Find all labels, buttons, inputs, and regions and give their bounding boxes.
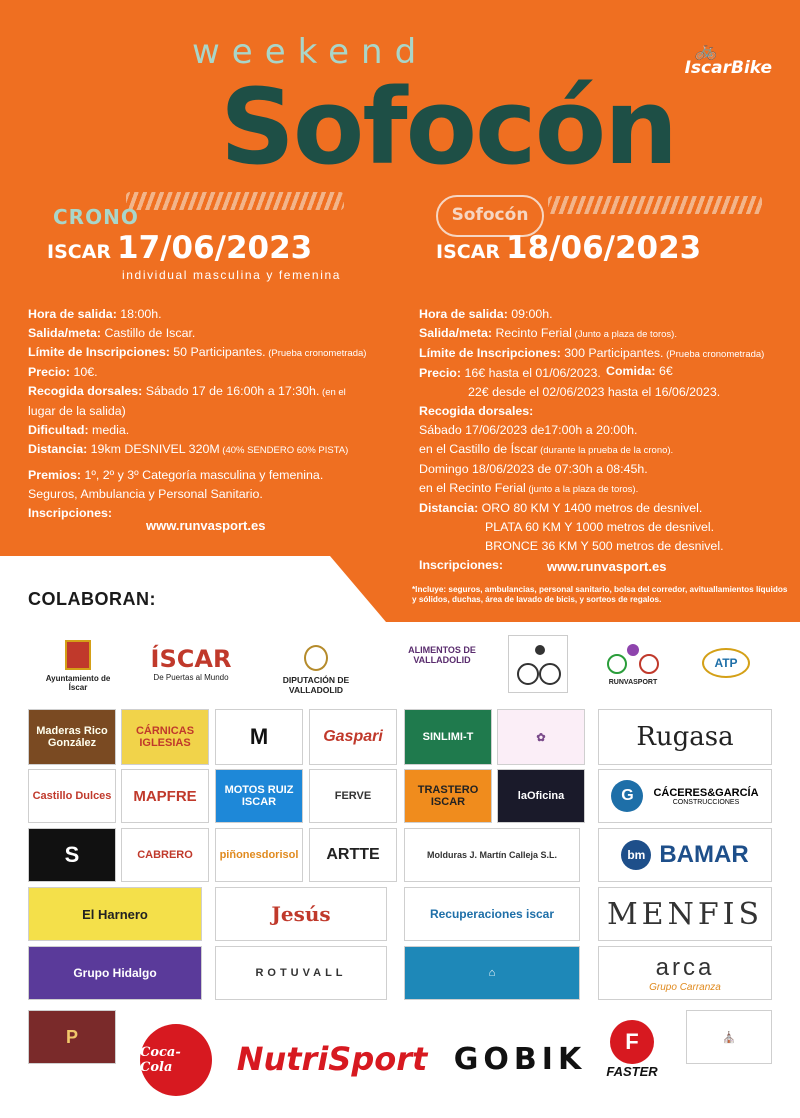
runvasport-logo: RUNVASPORT: [598, 640, 668, 686]
detail-row: en el Recinto Ferial (junto a la plaza de toros).: [419, 481, 639, 495]
iscarbike-text: IscarBike: [684, 58, 772, 78]
crono-date: 17/06/2023: [117, 230, 313, 266]
mcalleja-logo: Molduras J. Martín Calleja S.L.: [404, 828, 580, 882]
crono-url[interactable]: www.runvasport.es: [146, 518, 266, 533]
motos-logo: MOTOS RUIZ ISCAR: [215, 769, 303, 823]
coat-of-arms-icon: [65, 640, 91, 670]
bicycle-icon: 🚲: [694, 40, 718, 61]
detail-row: Domingo 18/06/2023 de 07:30h a 08:45h.: [419, 462, 648, 476]
menfis-logo: MENFIS: [598, 887, 772, 941]
crono-date-line: [47, 230, 312, 266]
detail-row: Hora de salida: 09:00h.: [419, 307, 553, 321]
detail-row: 22€ desde el 02/06/2023 hasta el 16/06/2023.: [468, 385, 721, 399]
cabrero-logo: CABRERO: [121, 828, 209, 882]
jesus-logo: Jesús: [215, 887, 387, 941]
flower-logo: [497, 709, 585, 765]
sofocon-date: 18/06/2023: [506, 230, 702, 266]
seal-icon: [304, 645, 328, 671]
m-logo: M: [215, 709, 303, 765]
detail-row: Inscripciones:: [28, 506, 113, 520]
atp-logo: ATP: [702, 648, 750, 678]
detail-row: Dificultad: media.: [28, 423, 130, 437]
church-icon: ⛪: [722, 1031, 736, 1044]
rugasa-logo: Rugasa: [598, 709, 772, 765]
photo-logo: [508, 635, 568, 693]
sofocon-comida: Comida: 6€: [606, 364, 673, 378]
castillo-logo: Castillo Dulces: [28, 769, 116, 823]
tire-track-right: [548, 196, 762, 214]
hidalgo-logo: Grupo Hidalgo: [28, 946, 202, 1000]
rotuvall-logo: ROTUVALL: [215, 946, 387, 1000]
caceres-logo: G CÁCERES&GARCÍA CONSTRUCCIONES: [598, 769, 772, 823]
alimentos-logo: ALIMENTOS DE VALLADOLID: [408, 645, 476, 665]
detail-row: Salida/meta: Recinto Ferial (Junto a plaza de toros).: [419, 326, 677, 340]
detail-row: Recogida dorsales: Sábado 17 de 16:00h a 17:30h. (en el: [28, 384, 346, 398]
cyclists-icon: [599, 640, 667, 676]
sofocon-badge: Sofocón: [436, 195, 544, 237]
detail-row: Límite de Inscripciones: 300 Participantes. (Prueba cronometrada): [419, 346, 765, 360]
colaboran-heading: COLABORAN:: [28, 589, 156, 609]
sofocon-date-line: [436, 230, 701, 266]
carnicas-logo: CÁRNICAS IGLESIAS: [121, 709, 209, 765]
bamar-logo: bm BAMAR: [598, 828, 772, 882]
mapfre-logo: MAPFRE: [121, 769, 209, 823]
church-logo: [686, 1010, 772, 1064]
detail-row: Distancia: 19km DESNIVEL 320M (40% SENDERO 60% PISTA): [28, 442, 349, 456]
detail-row: PLATA 60 KM Y 1000 metros de desnivel.: [485, 520, 715, 534]
tire-track-left: [126, 192, 344, 210]
pb-icon: P: [65, 1026, 78, 1047]
recuperaciones-logo: Recuperaciones iscar: [404, 887, 580, 941]
sofocon-url[interactable]: www.runvasport.es: [547, 559, 667, 574]
detail-row: lugar de la salida): [28, 404, 126, 418]
detail-row: Hora de salida: 18:00h.: [28, 307, 162, 321]
s-logo: [28, 828, 116, 882]
diputacion-logo: DIPUTACIÓN DE VALLADOLID: [256, 645, 376, 695]
oficina-logo: laOficina: [497, 769, 585, 823]
detail-row: Distancia: ORO 80 KM Y 1400 metros de desnivel.: [419, 501, 703, 515]
detail-row: Precio: 10€.: [28, 365, 98, 379]
maderas-logo: Maderas Rico González: [28, 709, 116, 765]
gaspari-logo: Gaspari: [309, 709, 397, 765]
crono-subtitle: individual masculina y femenina: [122, 268, 342, 282]
cabin-icon: ⌂: [488, 967, 496, 979]
cyclist-photo-icon: [510, 636, 566, 690]
crono-badge: CRONO: [53, 205, 139, 229]
cg-icon: G: [611, 780, 643, 812]
weekend-heading: weekend: [192, 32, 429, 72]
cabin-logo: [404, 946, 580, 1000]
gobik-logo: GOBIK: [453, 1041, 587, 1077]
detail-row: BRONCE 36 KM Y 500 metros de desnivel.: [485, 539, 724, 553]
s-icon: S: [64, 842, 80, 867]
nutrisport-logo: NutriSport: [236, 1040, 428, 1078]
detail-row: Sábado 17/06/2023 de17:00h a 20:00h.: [419, 423, 638, 437]
faster-logo: F FASTER: [594, 1020, 670, 1096]
trastero-logo: TRASTERO ISCAR: [404, 769, 492, 823]
faster-icon: F: [610, 1020, 654, 1064]
detail-row: Precio: 16€ hasta el 01/06/2023.: [419, 366, 601, 380]
ayuntamiento-logo: Ayuntamiento de Íscar: [40, 640, 116, 692]
event-title: Sofocón: [220, 66, 677, 188]
detail-row: Seguros, Ambulancia y Personal Sanitario.: [28, 487, 263, 501]
iscarbike-logo: [685, 40, 772, 78]
detail-row: Inscripciones:: [419, 558, 504, 572]
arca-logo: arca Grupo Carranza: [598, 946, 772, 1000]
crono-city: ISCAR: [47, 241, 112, 263]
iscar-logo: ÍSCAR De Puertas al Mundo: [150, 645, 232, 682]
detail-row: Salida/meta: Castillo de Iscar.: [28, 326, 196, 340]
harnero-logo: El Harnero: [28, 887, 202, 941]
detail-row: Recogida dorsales:: [419, 404, 534, 418]
pinones-logo: piñonesdorisol: [215, 828, 303, 882]
crono-details: [28, 305, 398, 523]
flower-icon: ✿: [536, 731, 546, 744]
detail-row: Límite de Inscripciones: 50 Participantes. (Prueba cronometrada): [28, 345, 367, 359]
artte-logo: ARTTE: [309, 828, 397, 882]
includes-note: *Incluye: seguros, ambulancias, personal sanitario, bolsa del corredor, avituallamientos líquidos y sólidos, duchas, área de lavado de bicis, y sorteos de regalos.: [412, 585, 788, 604]
sofocon-details: [419, 305, 794, 575]
bm-icon: bm: [621, 840, 651, 870]
sofocon-city: ISCAR: [436, 241, 501, 263]
detail-row: Premios: 1º, 2º y 3º Categoría masculina y femenina.: [28, 468, 324, 482]
pb-logo: [28, 1010, 116, 1064]
ferve-logo: FERVE: [309, 769, 397, 823]
coca-cola-logo: Coca-Cola: [140, 1024, 212, 1096]
sinlimite-logo: SINLIMI-T: [404, 709, 492, 765]
detail-row: en el Castillo de Íscar (durante la prueba de la crono).: [419, 442, 674, 456]
